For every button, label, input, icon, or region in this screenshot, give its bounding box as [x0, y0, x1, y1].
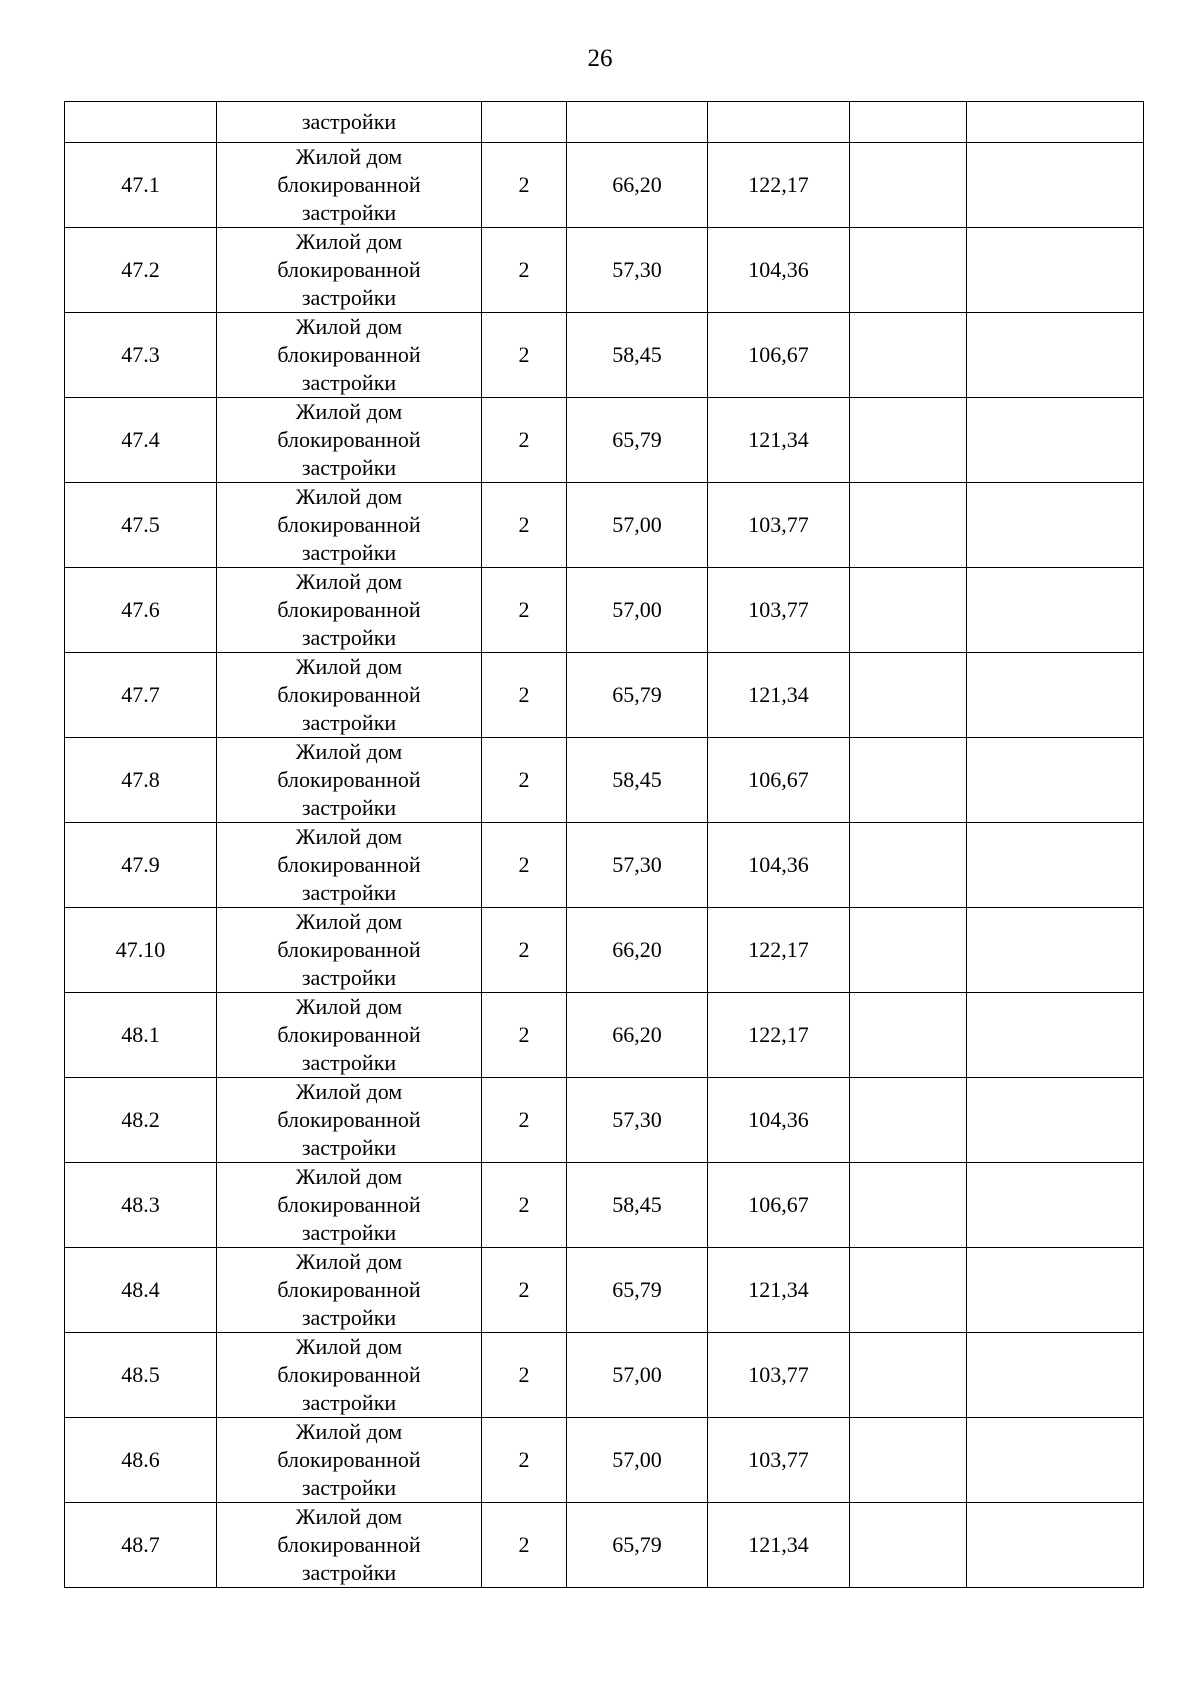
cell-number: 47.5	[65, 483, 217, 568]
cell-number: 47.8	[65, 738, 217, 823]
table-row	[65, 313, 1144, 398]
name-line: Жилой дом	[295, 739, 403, 764]
cell-empty-1	[850, 1333, 967, 1418]
cell-floors: 2	[482, 313, 567, 398]
table-row	[65, 143, 1144, 228]
cell-floors: 2	[482, 1248, 567, 1333]
name-line: блокированной	[277, 427, 421, 452]
cell-area-2: 103,77	[708, 568, 850, 653]
name-line: блокированной	[277, 937, 421, 962]
cell-area-1: 57,30	[567, 823, 708, 908]
name-line: Жилой дом	[295, 569, 403, 594]
cell-name	[217, 823, 482, 908]
name-line: застройки	[301, 370, 397, 395]
cell-empty-2	[967, 143, 1144, 228]
cell-number: 47.7	[65, 653, 217, 738]
cell-empty-2	[967, 908, 1144, 993]
table-row	[65, 1418, 1144, 1503]
cell-empty-1	[850, 653, 967, 738]
buildings-table	[64, 101, 1144, 1588]
name-line: Жилой дом	[295, 994, 403, 1019]
cell-name	[217, 1333, 482, 1418]
name-line: застройки	[301, 1135, 397, 1160]
cell-area-1: 57,00	[567, 1333, 708, 1418]
name-line: застройки	[301, 540, 397, 565]
cell-empty-1	[850, 1248, 967, 1333]
name-line: Жилой дом	[295, 484, 403, 509]
cell-empty-2	[967, 1248, 1144, 1333]
cell-name	[217, 1163, 482, 1248]
name-line: Жилой дом	[295, 314, 403, 339]
name-line: Жилой дом	[295, 144, 403, 169]
cell-area-2: 121,34	[708, 1503, 850, 1588]
name-line: застройки	[301, 710, 397, 735]
cell-empty-1	[850, 483, 967, 568]
cell-floors: 2	[482, 1333, 567, 1418]
name-line: застройки	[301, 1220, 397, 1245]
cell-empty-2	[967, 1078, 1144, 1163]
cell-area-2: 122,17	[708, 993, 850, 1078]
cell-floors: 2	[482, 1078, 567, 1163]
name-line: блокированной	[277, 852, 421, 877]
cell-name	[217, 568, 482, 653]
cell-empty-2	[967, 483, 1144, 568]
cell-area-2: 122,17	[708, 908, 850, 993]
cell-number: 47.6	[65, 568, 217, 653]
cell-floors: 2	[482, 143, 567, 228]
cell-empty-1	[850, 1503, 967, 1588]
cell-name	[217, 313, 482, 398]
cell-name	[217, 1418, 482, 1503]
continuation-row	[65, 102, 1144, 143]
name-line: застройки	[301, 1390, 397, 1415]
cell-empty-1	[850, 1078, 967, 1163]
cell-floors: 2	[482, 483, 567, 568]
cell-floors: 2	[482, 1163, 567, 1248]
cell-name	[217, 1078, 482, 1163]
cell-empty-1	[850, 143, 967, 228]
cell-floors: 2	[482, 823, 567, 908]
name-line: Жилой дом	[295, 229, 403, 254]
name-line: Жилой дом	[295, 909, 403, 934]
table-row	[65, 568, 1144, 653]
cell-area-1: 65,79	[567, 1503, 708, 1588]
cell-floors: 2	[482, 1418, 567, 1503]
cell-empty-1	[850, 568, 967, 653]
cell-empty-1	[850, 993, 967, 1078]
cell-empty-2	[967, 823, 1144, 908]
name-line: застройки	[301, 625, 397, 650]
cell-area-1	[567, 102, 708, 143]
cell-empty-2	[967, 1163, 1144, 1248]
cell-area-2: 121,34	[708, 1248, 850, 1333]
name-line: блокированной	[277, 767, 421, 792]
name-line: застройки	[301, 1560, 397, 1585]
name-line: блокированной	[277, 1107, 421, 1132]
cell-number: 48.3	[65, 1163, 217, 1248]
table-row	[65, 398, 1144, 483]
cell-area-2: 122,17	[708, 143, 850, 228]
page-number: 26	[587, 45, 613, 72]
cell-number: 48.2	[65, 1078, 217, 1163]
cell-area-2: 106,67	[708, 1163, 850, 1248]
cell-empty-1	[850, 823, 967, 908]
cell-number: 47.4	[65, 398, 217, 483]
cell-empty-2	[967, 1418, 1144, 1503]
cell-empty-1	[850, 738, 967, 823]
cell-empty-1	[850, 1418, 967, 1503]
name-line: блокированной	[277, 172, 421, 197]
name-line: Жилой дом	[295, 1164, 403, 1189]
table-row	[65, 1503, 1144, 1588]
name-line: Жилой дом	[295, 399, 403, 424]
cell-floors: 2	[482, 398, 567, 483]
table-row	[65, 738, 1144, 823]
cell-floors: 2	[482, 908, 567, 993]
name-line: блокированной	[277, 597, 421, 622]
name-line: Жилой дом	[295, 1249, 403, 1274]
cell-number: 48.4	[65, 1248, 217, 1333]
cell-area-2: 103,77	[708, 483, 850, 568]
table-row	[65, 228, 1144, 313]
table-row	[65, 1078, 1144, 1163]
table-row	[65, 993, 1144, 1078]
cell-area-1: 57,00	[567, 568, 708, 653]
cell-area-1: 57,30	[567, 228, 708, 313]
name-line: застройки	[301, 285, 397, 310]
cell-name: застройки	[217, 102, 482, 143]
table-row	[65, 653, 1144, 738]
cell-empty-1	[850, 102, 967, 143]
table-row	[65, 1248, 1144, 1333]
name-line: застройки	[301, 795, 397, 820]
name-line: застройки	[301, 455, 397, 480]
name-line: блокированной	[277, 1532, 421, 1557]
cell-empty-1	[850, 908, 967, 993]
cell-area-1: 58,45	[567, 738, 708, 823]
cell-area-2	[708, 102, 850, 143]
table-row	[65, 1333, 1144, 1418]
name-line: Жилой дом	[295, 824, 403, 849]
cell-area-2: 106,67	[708, 738, 850, 823]
cell-area-1: 65,79	[567, 398, 708, 483]
cell-empty-2	[967, 102, 1144, 143]
name-line: застройки	[301, 965, 397, 990]
cell-empty-2	[967, 398, 1144, 483]
cell-area-2: 106,67	[708, 313, 850, 398]
cell-name	[217, 738, 482, 823]
table-body	[65, 102, 1144, 1588]
cell-area-2: 103,77	[708, 1418, 850, 1503]
table-row	[65, 483, 1144, 568]
name-line: блокированной	[277, 1447, 421, 1472]
name-line: блокированной	[277, 342, 421, 367]
table-row	[65, 908, 1144, 993]
cell-number: 47.1	[65, 143, 217, 228]
cell-area-2: 104,36	[708, 228, 850, 313]
name-line: Жилой дом	[295, 1419, 403, 1444]
cell-floors: 2	[482, 568, 567, 653]
cell-area-1: 57,00	[567, 483, 708, 568]
name-line: застройки	[301, 880, 397, 905]
cell-area-1: 65,79	[567, 1248, 708, 1333]
name-line: блокированной	[277, 1022, 421, 1047]
name-line: блокированной	[277, 1277, 421, 1302]
cell-area-2: 104,36	[708, 823, 850, 908]
cell-area-1: 57,00	[567, 1418, 708, 1503]
cell-name	[217, 143, 482, 228]
cell-floors	[482, 102, 567, 143]
cell-area-2: 104,36	[708, 1078, 850, 1163]
cell-empty-1	[850, 1163, 967, 1248]
cell-area-1: 57,30	[567, 1078, 708, 1163]
cell-empty-2	[967, 228, 1144, 313]
cell-empty-2	[967, 993, 1144, 1078]
name-line: блокированной	[277, 1192, 421, 1217]
name-line: блокированной	[277, 682, 421, 707]
cell-number	[65, 102, 217, 143]
name-line: блокированной	[277, 257, 421, 282]
cell-floors: 2	[482, 1503, 567, 1588]
cell-floors: 2	[482, 738, 567, 823]
name-line: Жилой дом	[295, 1334, 403, 1359]
cell-empty-1	[850, 398, 967, 483]
cell-area-2: 121,34	[708, 398, 850, 483]
cell-number: 47.3	[65, 313, 217, 398]
cell-name	[217, 908, 482, 993]
name-line: застройки	[301, 200, 397, 225]
cell-floors: 2	[482, 653, 567, 738]
cell-number: 47.10	[65, 908, 217, 993]
cell-area-1: 66,20	[567, 908, 708, 993]
name-line: застройки	[301, 1475, 397, 1500]
cell-name	[217, 993, 482, 1078]
cell-empty-1	[850, 313, 967, 398]
cell-name	[217, 653, 482, 738]
cell-name	[217, 1503, 482, 1588]
name-line: застройки	[301, 1305, 397, 1330]
cell-floors: 2	[482, 993, 567, 1078]
name-line: Жилой дом	[295, 1504, 403, 1529]
cell-number: 48.7	[65, 1503, 217, 1588]
cell-name	[217, 398, 482, 483]
cell-area-1: 66,20	[567, 143, 708, 228]
cell-number: 47.9	[65, 823, 217, 908]
cell-empty-2	[967, 1333, 1144, 1418]
cell-empty-2	[967, 738, 1144, 823]
cell-empty-2	[967, 568, 1144, 653]
cell-number: 48.5	[65, 1333, 217, 1418]
cell-name	[217, 228, 482, 313]
cell-number: 48.6	[65, 1418, 217, 1503]
cell-number: 48.1	[65, 993, 217, 1078]
name-line: блокированной	[277, 512, 421, 537]
cell-empty-2	[967, 653, 1144, 738]
cell-area-1: 58,45	[567, 1163, 708, 1248]
cell-name	[217, 483, 482, 568]
cell-empty-2	[967, 313, 1144, 398]
cell-area-1: 58,45	[567, 313, 708, 398]
name-line: Жилой дом	[295, 1079, 403, 1104]
name-line: блокированной	[277, 1362, 421, 1387]
table-row	[65, 823, 1144, 908]
name-line: застройки	[301, 1050, 397, 1075]
name-line: Жилой дом	[295, 654, 403, 679]
cell-area-2: 121,34	[708, 653, 850, 738]
cell-empty-1	[850, 228, 967, 313]
cell-area-1: 66,20	[567, 993, 708, 1078]
cell-floors: 2	[482, 228, 567, 313]
cell-area-1: 65,79	[567, 653, 708, 738]
cell-empty-2	[967, 1503, 1144, 1588]
table-row	[65, 1163, 1144, 1248]
cell-area-2: 103,77	[708, 1333, 850, 1418]
cell-name	[217, 1248, 482, 1333]
cell-number: 47.2	[65, 228, 217, 313]
